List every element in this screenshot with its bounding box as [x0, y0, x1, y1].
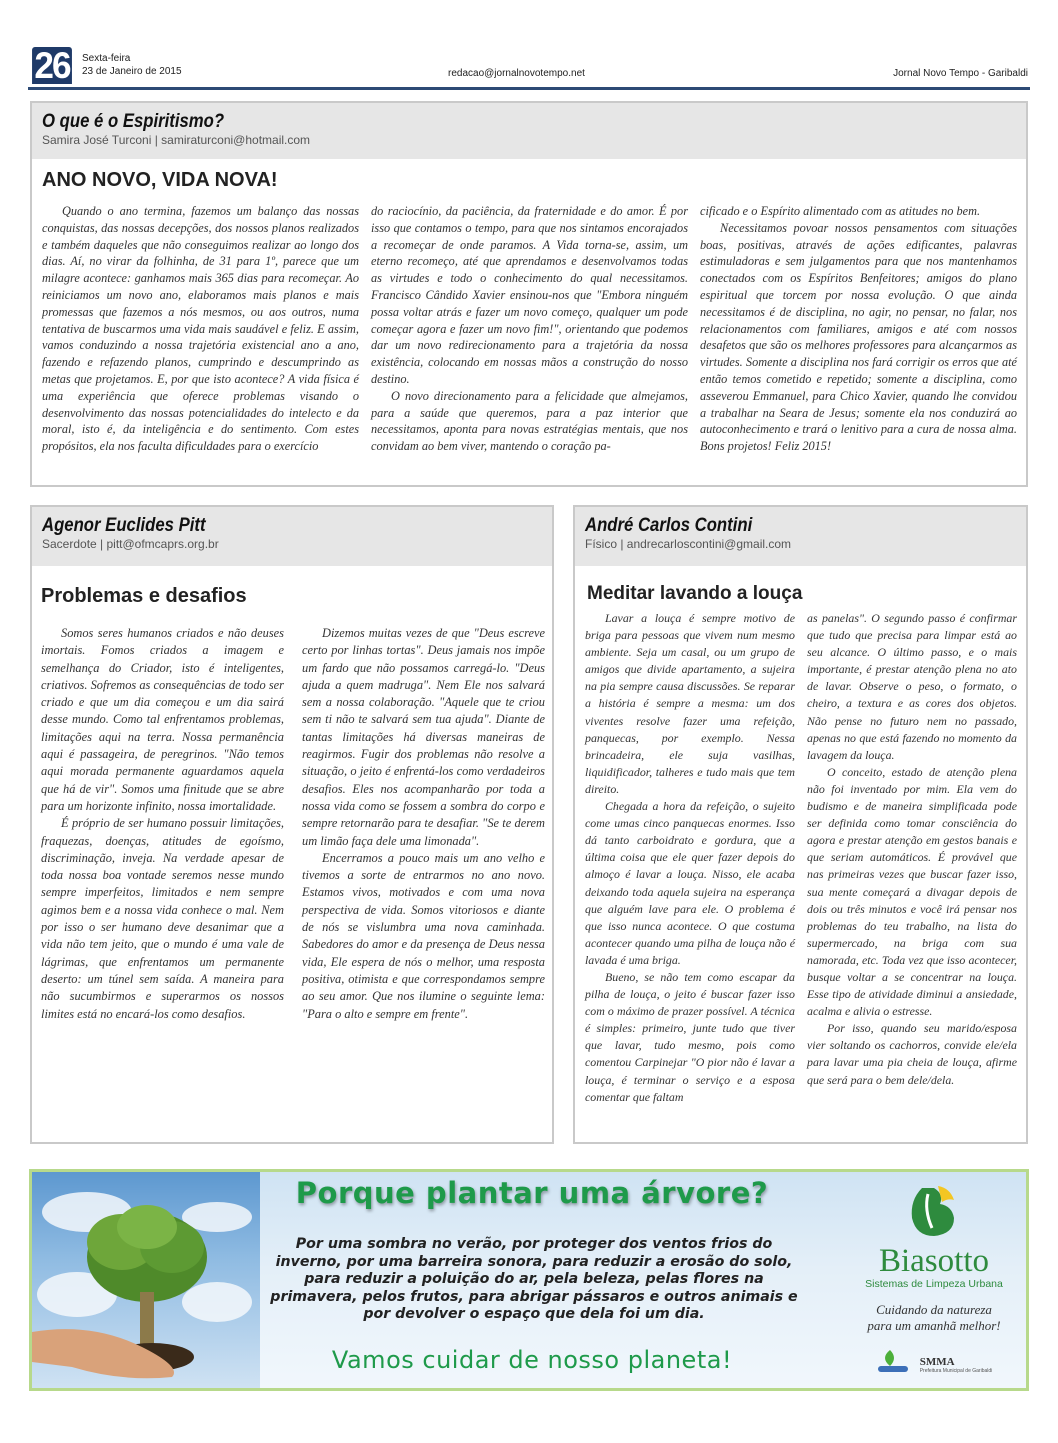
text-column — [585, 610, 795, 1106]
smma-text: SMMA — [919, 1356, 955, 1368]
paragraph: O novo direcionamento para a felicidade que almejamos, para a saúde que queremos, para a paz interior que necessitamos, aponta para novas estratégias mentais, que nos convidam ao bem viver, mantendo o coração pa- — [371, 388, 688, 454]
paper-name: Jornal Novo Tempo - Garibaldi — [893, 68, 1028, 79]
masthead — [28, 47, 1030, 90]
paragraph: Encerramos a pouco mais um ano velho e tivemos a sorte de entrarmos no ano novo. Estamos vivos, motivados e com uma nova perspectiva de vida. Somos vitoriosos e diante de nós se vislumbra uma nova caminhada. Sabedores do amor e da presença de Deus nessa vida, Ele espera de nós o melhor, uma resposta positiva, otimista e que correspondamos sempre ao seu amor. Que nos ilumine o seguinte lema: "Para o alto e sempre em frente". — [302, 850, 545, 1021]
tree-icon — [32, 1172, 260, 1388]
issue-date: 23 de Janeiro de 2015 — [82, 66, 182, 77]
headline: Problemas e desafios — [41, 585, 247, 607]
text-column — [42, 203, 359, 455]
text-column — [302, 625, 545, 1023]
article-body — [585, 610, 1017, 1106]
partner-logos — [844, 1348, 1024, 1374]
article-body — [41, 625, 545, 1023]
paragraph: Lavar a louça é sempre motivo de briga para pessoas que vivem num mesmo ambiente. Seja um casal, ou um grupo de amigos que divide apartamento, a sujeira na pia sempre causa discussões. Se reparar a história é sempre a mesma: um dos viventes resolve fazer uma refeição, panquecas, por exemplo. Nessa brincadeira, ele suja vasilhas, liquidificador, talheres e tudo mais que tem direito. — [585, 611, 795, 796]
smma-subtext: Prefeitura Municipal de Garibaldi — [919, 1368, 993, 1374]
tagline-line: Cuidando da natureza — [876, 1302, 992, 1317]
paragraph: O conceito, estado de atenção plena não foi inventado por mim. Ela vem do budismo e de maneira simplificada pode ser definida como tomar consciência do agora e prestar atenção em gestos banais e que seriam automáticos. É provável que nas primeiras vezes que buscar fazer isso, sua mente começará a divagar depois de dois ou três minutos e você irá pensar nos problemas do teu trabalho, na lista do supermercado, na briga com sua namorada, etc. Toda vez que isso acontecer, busque voltar a se concentrar na louça. Esse tipo de atividade diminui a ansiedade, acalma e alivia o estresse. — [807, 764, 1017, 1019]
paragraph: Chegada a hora da refeição, o sujeito come umas cinco panquecas enormes. Isso dá tanto carboidrato e gordura, que a última coisa que ele quer fazer depois do almoço é lavar a louça. Nisso, ele acaba deixando toda aquela sujeira na esperança que alguém lave para ele. O problema é que isso nunca acontece. O que costuma acontecer quando uma pilha de louça não é lavada é uma briga. — [585, 799, 795, 967]
paragraph: Dizemos muitas vezes de que "Deus escreve certo por linhas tortas". Deus jamais nos impõe um fardo que não possamos carregá-lo. "Deus ajuda a quem madruga". Nem Ele nos salvará sem a nossa colaboração. "Aquele que te criou sem ti não te salvará sem tua ajuda". Diante de tantas limitações há diversas maneiras de reagirmos. Fugir dos problemas não resolve a situação, o jeito é enfrentá-los como verdadeiros desafios. Eles nos acompanharão por toda a nossa vida como se fossem a sombra do corpo e sempre retornarão para te desafiar. "Se te derem um limão faça dele uma limonada". — [302, 626, 545, 848]
brand-subtitle: Sistemas de Limpeza Urbana — [865, 1278, 1003, 1290]
brand-tagline — [844, 1302, 1024, 1334]
paragraph: Quando o ano termina, fazemos um balanço das nossas conquistas, das nossas decepções, dos nossos planos realizados e também daqueles que não conseguimos realizar ao longo dos dias. Aí, no virar da folhinha, de 31 para 1º, parece que um milagre acontece: ganhamos mais 365 dias para recomeçar. Ao reiniciamos um novo ano, elaboramos mais planos e mais promessas que fazemos a nós mesmos, ou aos outros, numa tentativa de buscarmos uma vida mais saudável e feliz. E assim, vamos conduzindo a nossa trajetória existencial ano a ano, fazendo e refazendo planos, cumprindo e descumprindo as metas que projetamos. E, por que isto acontece? A vida física é uma experiência que oferece problemas visando o desenvolvimento das nossas potencialidades do intelecto e da moral, isto é, da inteligência e do sentimento. Com estes propósitos, ela nos faculta dificuldades para o exercício — [42, 204, 359, 454]
ad-title: Porque plantar uma árvore? — [295, 1176, 769, 1210]
biasotto-brand — [844, 1180, 1024, 1374]
ad-slogan: Vamos cuidar de nosso planeta! — [331, 1346, 733, 1374]
smma-logo — [920, 1357, 993, 1374]
article-meditar-louca — [573, 505, 1028, 1144]
paragraph: Por isso, quando seu marido/esposa vier soltando os cachorros, convide ele/ela para lavar uma pia cheia de louça, afirme que será para o bem dele/dela. — [807, 1021, 1017, 1087]
column-title: O que é o Espiritismo? — [42, 111, 225, 132]
paragraph: do raciocínio, da paciência, da fraternidade e do amor. É por isso que contamos o tempo, para que nos sintamos encorajados a recomeçar de onde paramos. A Vida torna-se, assim, um eterno recomeço, até que aprendamos e desenvolvamos todas as virtudes e todo o conhecimento do qual necessitamos. Francisco Cândido Xavier ensinou-nos que "Embora ninguém possa voltar atrás e fazer um novo começo, qualquer um pode começar agora e fazer um novo fim!", orientando que podemos dar um novo redirecionamento para a trajetória da nossa existência, colocando em nossas mãos a construção do nosso destino. — [371, 204, 688, 386]
tagline-line: para um amanhã melhor! — [867, 1318, 1001, 1333]
article-body — [42, 203, 1018, 455]
paragraph: Necessitamos povoar nossos pensamentos com situações boas, positivas, através de ações edificantes, palavras estimuladoras e sem julgamentos para que nos mantenhamos conectados com os Espíritos Benfeitores; amigos do plano espiritual que torcem por nossa evolução. O que ainda necessitamos é de disciplina, no agir, no pensar, no falar, nos relacionamentos com familiares, amigos e até com nossos desafetos que são os melhores professores para alcançarmos as virtudes. Somente a disciplina nos fará corrigir os erros que até então temos cometido e repetido; somente a disciplina, como asseverou Emmanuel, para Chico Xavier, quando lhe convidou a trabalhar na Seara de Jesus; somente ela nos conduzirá ao autoconhecimento e trará o lenitivo para a cura de nossa alma. Bons projetos! Feliz 2015! — [700, 220, 1017, 454]
byline: Samira José Turconi | samiraturconi@hotmail.com — [42, 133, 311, 147]
date-block — [82, 52, 182, 78]
paragraph: Somos seres humanos criados e não deuses imortais. Fomos criados a imagem e semelhança do Criador, isto é inteligentes, criativos. Sofremos as consequências de todo ser criado e que um dia começou e um dia sairá desse mundo. Como tal enfrentamos problemas, limitações aqui na terra. Nossa permanência aqui é passageira, de peregrinos. "Não temos aqui morada permanente aguardamos aquela que há de vir". Somos uma finitude que se abre para um horizonte infinito, nossa imortalidade. — [41, 626, 284, 813]
tree-planting-ad[interactable] — [29, 1169, 1029, 1391]
text-column — [700, 203, 1017, 455]
text-column — [41, 625, 284, 1023]
text-column — [371, 203, 688, 455]
column-title: Agenor Euclides Pitt — [42, 515, 206, 536]
paragraph: É próprio de ser humano possuir limitações, fraquezas, doenças, atitudes de egoísmo, discriminação, inveja. Na verdade apesar de toda nossa boa vontade seremos nesse mundo sempre imperfeitos, limitados e nem sempre agimos bem e a nossa vida conhece o mal. Nem por isso o ser humano deve desanimar que a vida não tem jeito, que o mundo é uma vale de lágrimas, que enfrentamos um permanente deserto: um túnel sem saída. A maneira para não sucumbirmos e superarmos os nossos limites está no encará-los como desafios. — [41, 816, 284, 1021]
headline: Meditar lavando a louça — [587, 583, 803, 604]
paragraph: cificado e o Espírito alimentado com as atitudes no bem. — [700, 204, 981, 218]
ad-body: Por uma sombra no verão, por proteger dos ventos frios do inverno, por uma barreira sonora, para reduzir a erosão do solo, para reduzir a poluição do ar, pela beleza, pelas flores na primavera, pelos frutos, para abrigar pássaros e outros animais e por devolver o espaço que dela foi um dia. — [270, 1236, 798, 1323]
article-espiritismo — [30, 101, 1028, 487]
text-column — [807, 610, 1017, 1106]
byline: Sacerdote | pitt@ofmcaprs.org.br — [42, 537, 219, 551]
byline: Físico | andrecarloscontini@gmail.com — [585, 537, 792, 551]
article-header — [575, 507, 1026, 566]
newsroom-email[interactable]: redacao@jornalnovotempo.net — [448, 68, 585, 79]
leaf-logo-icon — [876, 1348, 910, 1374]
headline: ANO NOVO, VIDA NOVA! — [42, 169, 278, 191]
hand-holding-tree-photo — [32, 1172, 260, 1388]
brand-name: Biasotto — [878, 1243, 989, 1279]
article-header — [32, 103, 1026, 159]
paragraph: as panelas". O segundo passo é confirmar que tudo que precisa para limpar está ao seu alcance. O último passo, e o mais importante, é prestar atenção plena no ato de lavar. Observe o peso, o formato, o cheiro, a textura e as cores dos objetos. Não pense no futuro nem no passado, apenas no que está fazendo no momento da lavagem da louça. — [807, 611, 1017, 762]
paragraph: Bueno, se não tem como escapar da pilha de louça, o jeito é buscar fazer isso com o máximo de prazer possível. A técnica é simples: primeiro, junte tudo que tiver que lavar, tudo mesmo, pois como comentou Carpinejar "O pior não é lavar a louça, é terminar o serviço e a esposa comentar que faltam — [585, 969, 795, 1104]
article-problemas-desafios — [30, 505, 554, 1144]
weekday: Sexta-feira — [82, 53, 131, 64]
column-title: André Carlos Contini — [585, 515, 753, 536]
article-header — [32, 507, 552, 566]
page-number: 26 — [32, 47, 72, 84]
biasotto-logo-icon — [904, 1180, 964, 1240]
